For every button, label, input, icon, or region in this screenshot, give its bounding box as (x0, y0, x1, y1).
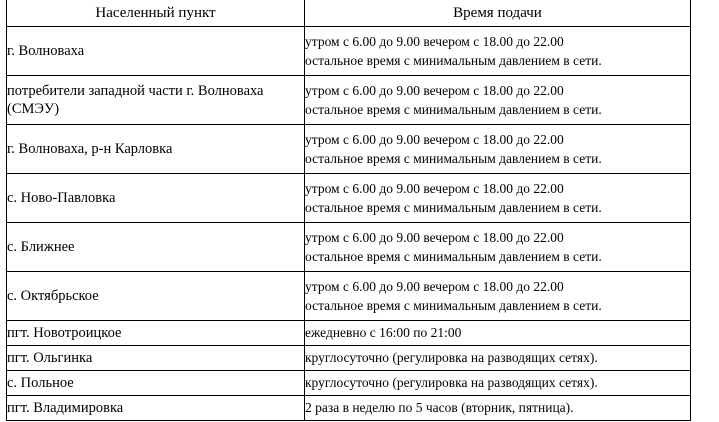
cell-place: с. Октябрьское (7, 272, 305, 321)
cell-place: пгт. Владимировка (7, 396, 305, 421)
cell-time (305, 346, 691, 371)
cell-place: с. Ближнее (7, 223, 305, 272)
table-header-row (7, 0, 691, 27)
cell-time (305, 321, 691, 346)
cell-time (305, 272, 691, 321)
cell-time (305, 174, 691, 223)
time-line: утром с 6.00 до 9.00 вечером с 18.00 до 22.00 (305, 279, 564, 294)
cell-place: с. Польное (7, 371, 305, 396)
cell-place: г. Волноваха (7, 27, 305, 76)
column-header-time: Время подачи (305, 0, 691, 27)
cell-place: г. Волноваха, р-н Карловка (7, 125, 305, 174)
cell-time (305, 125, 691, 174)
time-line: остальное время с минимальным давлением в сети. (305, 200, 602, 215)
cell-time (305, 27, 691, 76)
table-row (7, 396, 691, 421)
time-line: остальное время с минимальным давлением в сети. (305, 151, 602, 166)
time-line: утром с 6.00 до 9.00 вечером с 18.00 до 22.00 (305, 230, 564, 245)
cell-place: пгт. Новотроицкое (7, 321, 305, 346)
table-row (7, 174, 691, 223)
time-line: утром с 6.00 до 9.00 вечером с 18.00 до 22.00 (305, 181, 564, 196)
table-body (7, 27, 691, 421)
table-header (7, 0, 691, 27)
table-row (7, 346, 691, 371)
cell-place: потребители западной части г. Волноваха (СМЭУ) (7, 76, 305, 125)
time-line: 2 раза в неделю по 5 часов (вторник, пятница). (305, 400, 574, 415)
time-line: круглосуточно (регулировка на разводящих сетях). (305, 350, 598, 365)
time-line: остальное время с минимальным давлением в сети. (305, 249, 602, 264)
water-supply-schedule-table (6, 0, 691, 421)
table-row (7, 76, 691, 125)
time-line: ежедневно с 16:00 по 21:00 (305, 325, 462, 340)
time-line: остальное время с минимальным давлением в сети. (305, 53, 602, 68)
time-line: утром с 6.00 до 9.00 вечером с 18.00 до 22.00 (305, 132, 564, 147)
table-row (7, 27, 691, 76)
table-row (7, 272, 691, 321)
column-header-place: Населенный пункт (7, 0, 305, 27)
cell-time (305, 396, 691, 421)
cell-time (305, 76, 691, 125)
cell-time (305, 223, 691, 272)
table-row (7, 223, 691, 272)
table-row (7, 125, 691, 174)
cell-place: пгт. Ольгинка (7, 346, 305, 371)
table-row (7, 321, 691, 346)
time-line: утром с 6.00 до 9.00 вечером с 18.00 до 22.00 (305, 83, 564, 98)
time-line: остальное время с минимальным давлением в сети. (305, 102, 602, 117)
table-row (7, 371, 691, 396)
time-line: остальное время с минимальным давлением в сети. (305, 298, 602, 313)
cell-time (305, 371, 691, 396)
time-line: круглосуточно (регулировка на разводящих сетях). (305, 375, 598, 390)
time-line: утром с 6.00 до 9.00 вечером с 18.00 до 22.00 (305, 34, 564, 49)
cell-place: с. Ново-Павловка (7, 174, 305, 223)
